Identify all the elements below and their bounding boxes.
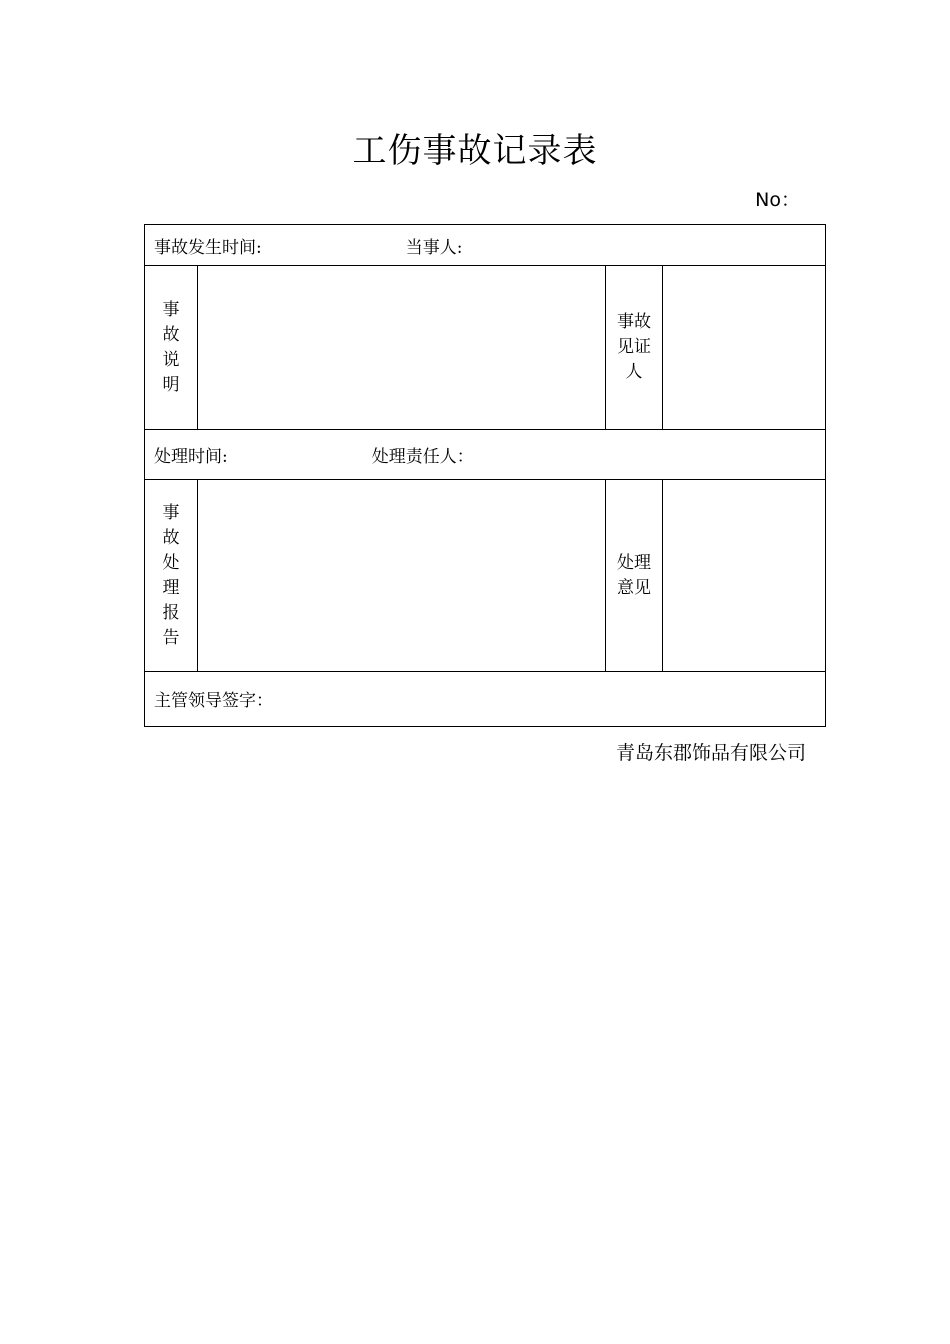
accident-info-row — [145, 225, 826, 266]
accident-witness-field[interactable] — [663, 266, 826, 430]
accident-description-row — [145, 266, 826, 430]
party-label: 当事人: — [405, 237, 463, 258]
accident-handling-row — [145, 480, 826, 671]
accident-description-label: 事故说明 — [162, 299, 180, 395]
supervisor-signature-cell[interactable] — [145, 671, 826, 726]
handling-opinion-label: 处理意见 — [617, 552, 651, 598]
handling-responsible-label: 处理责任人： — [371, 447, 474, 468]
handling-opinion-field[interactable] — [663, 480, 826, 671]
handling-info-row — [145, 430, 826, 480]
accident-witness-label-cell — [606, 266, 663, 430]
accident-description-label-cell — [145, 266, 198, 430]
handling-time-label: 处理时间: — [154, 447, 228, 468]
supervisor-signature-row — [145, 671, 826, 726]
accident-info-cell[interactable] — [145, 225, 826, 266]
handling-opinion-label-cell — [606, 480, 663, 671]
supervisor-signature-label: 主管领导签字： — [154, 691, 273, 712]
accident-handling-report-field[interactable] — [198, 480, 606, 671]
record-number-label: No： — [755, 189, 800, 211]
company-name: 青岛东郡饰品有限公司 — [615, 742, 806, 764]
accident-description-field[interactable] — [198, 266, 606, 430]
accident-handling-report-label-cell — [145, 480, 198, 671]
accident-time-label: 事故发生时间: — [154, 237, 262, 258]
form-title: 工伤事故记录表 — [352, 131, 598, 171]
accident-witness-label: 事故见证人 — [617, 312, 651, 383]
handling-info-cell[interactable] — [145, 430, 826, 480]
accident-handling-report-label: 事故处理报告 — [162, 502, 180, 648]
accident-record-table — [144, 224, 826, 727]
